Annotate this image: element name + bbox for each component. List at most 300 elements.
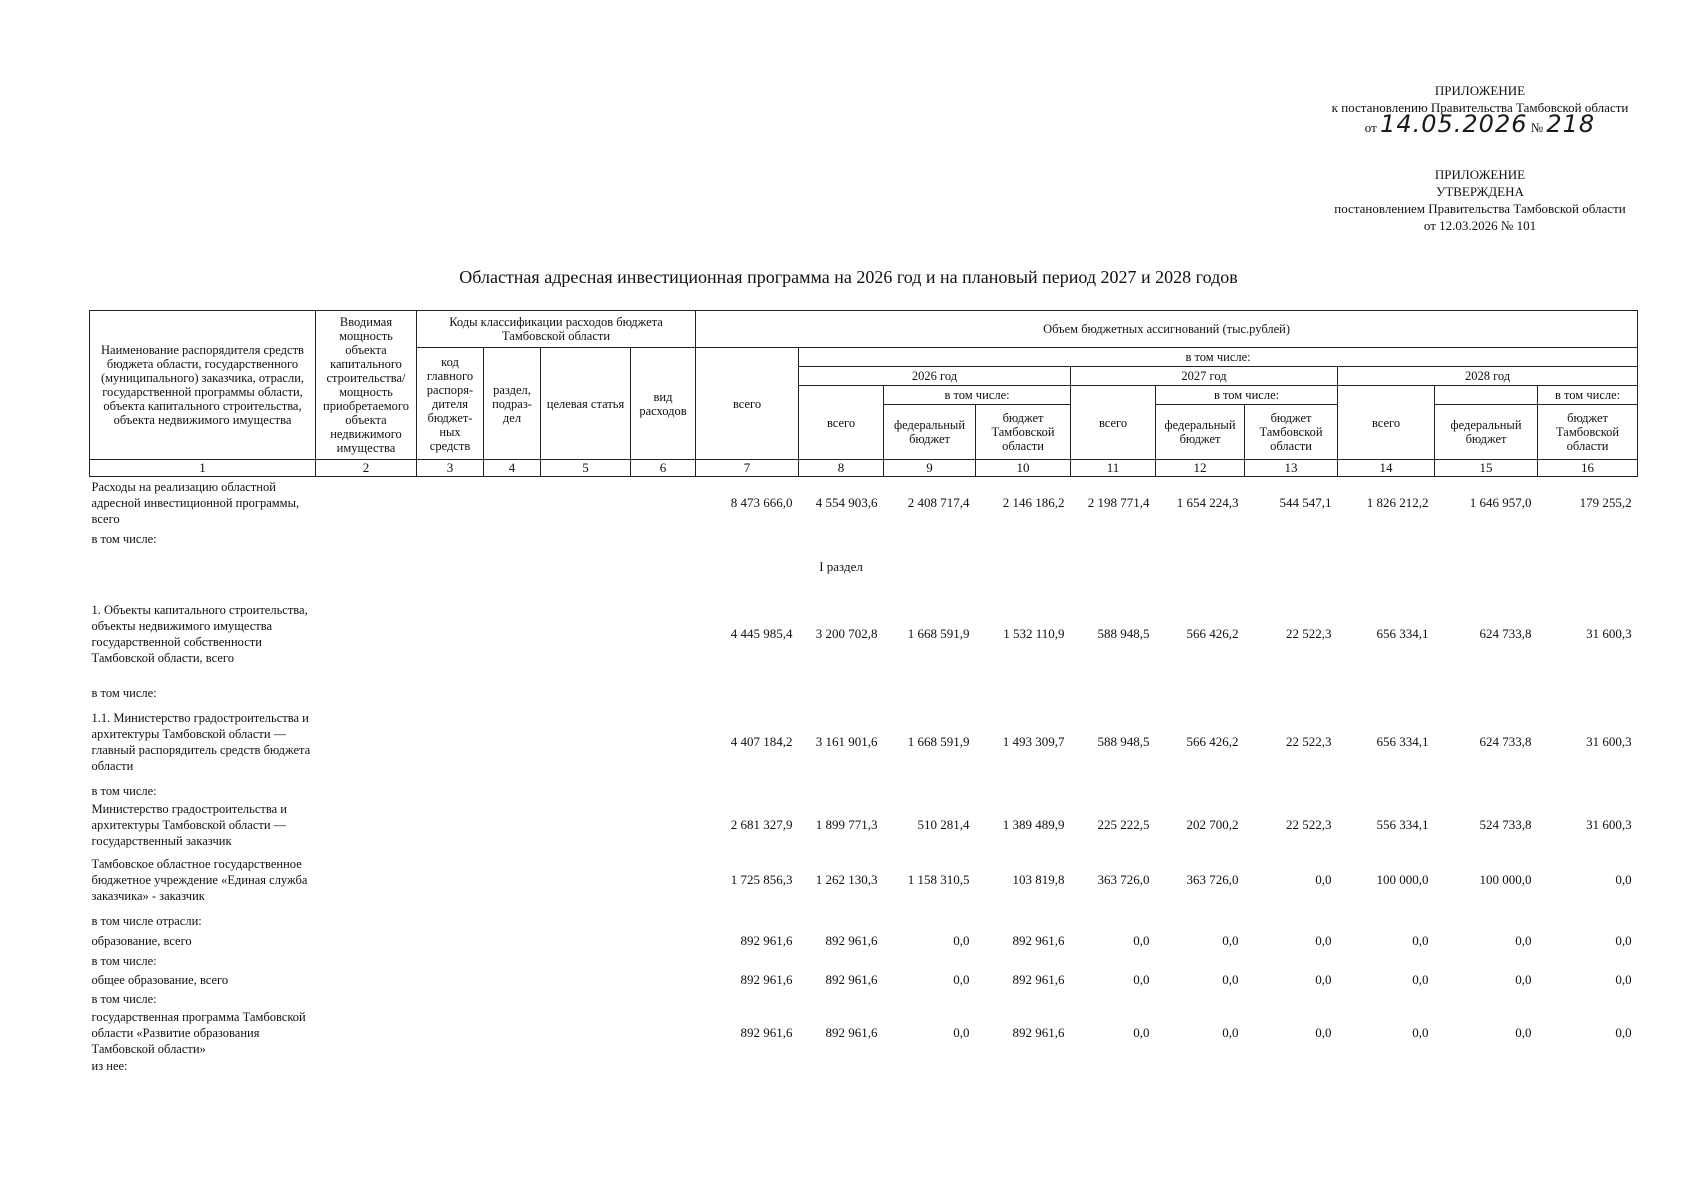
empty-code-cell (417, 477, 484, 529)
value-cell: 22 522,3 (1286, 816, 1332, 832)
value-cell (696, 911, 799, 931)
value-cell: 1 725 856,3 (730, 871, 793, 887)
value-cell (799, 1057, 884, 1075)
value-cell: 1 654 224,3 (1176, 494, 1239, 510)
row-name: в том числе: (91, 953, 157, 968)
empty-code-cell (417, 849, 484, 911)
row-name: государственная программа Тамбовской области «Развитие образования Тамбовской области» (91, 1009, 306, 1056)
empty-cell (541, 549, 631, 585)
empty-code-cell (541, 971, 631, 989)
value-cell (1071, 683, 1156, 703)
empty-code-cell (316, 931, 417, 951)
empty-code-cell (417, 1057, 484, 1075)
value-cell: 1 668 591,9 (907, 625, 970, 641)
value-cell: 1 389 489,9 (1002, 816, 1065, 832)
value-cell: 892 961,6 (1012, 971, 1065, 987)
table-row (90, 1009, 1638, 1057)
empty-code-cell (316, 585, 417, 683)
column-number-row (90, 460, 1638, 477)
empty-code-cell (541, 585, 631, 683)
row-name: образование, всего (91, 933, 192, 948)
value-cell: 0,0 (1615, 971, 1632, 987)
value-cell (1245, 781, 1338, 801)
empty-code-cell (484, 801, 541, 849)
empty-code-cell (484, 931, 541, 951)
column-number: 4 (484, 460, 541, 477)
value-cell: 892 961,6 (1012, 932, 1065, 948)
value-cell: 179 255,2 (1579, 494, 1632, 510)
appendix-title: ПРИЛОЖЕНИЕ (1434, 167, 1526, 182)
value-cell: 892 961,6 (825, 932, 878, 948)
value-cell: 556 334,1 (1376, 816, 1429, 832)
column-number: 9 (884, 460, 976, 477)
header-2028-total: всего (1338, 386, 1435, 460)
table-row (90, 931, 1638, 951)
value-cell: 225 222,5 (1097, 816, 1150, 832)
header-year-2028: 2028 год (1338, 367, 1638, 386)
value-cell (884, 1057, 976, 1075)
empty-code-cell (631, 931, 696, 951)
empty-code-cell (484, 951, 541, 971)
empty-code-cell (541, 1009, 631, 1057)
value-cell: 2 408 717,4 (907, 494, 970, 510)
table-row (90, 477, 1638, 529)
empty-code-cell (316, 1057, 417, 1075)
header-col-section: раздел, подраз-дел (484, 348, 541, 460)
value-cell: 588 948,5 (1097, 733, 1150, 749)
value-cell (1245, 951, 1338, 971)
header-col-total: всего (696, 348, 799, 460)
empty-code-cell (541, 703, 631, 781)
header-2026-regional: бюджет Тамбовской области (976, 405, 1071, 460)
value-cell: 22 522,3 (1286, 625, 1332, 641)
empty-code-cell (316, 781, 417, 801)
value-cell (1245, 529, 1338, 549)
empty-code-cell (631, 911, 696, 931)
value-cell (1156, 1057, 1245, 1075)
value-cell: 1 899 771,3 (815, 816, 878, 832)
empty-cell (316, 549, 417, 585)
value-cell: 31 600,3 (1586, 733, 1632, 749)
column-number: 5 (541, 460, 631, 477)
value-cell (1245, 1057, 1338, 1075)
empty-code-cell (417, 931, 484, 951)
value-cell (1538, 951, 1638, 971)
empty-code-cell (631, 703, 696, 781)
value-cell (1435, 951, 1538, 971)
empty-code-cell (631, 781, 696, 801)
value-cell (1435, 529, 1538, 549)
value-cell: 8 473 666,0 (730, 494, 793, 510)
value-cell (976, 683, 1071, 703)
empty-code-cell (484, 703, 541, 781)
value-cell (1071, 1057, 1156, 1075)
value-cell: 0,0 (953, 971, 970, 987)
empty-cell (1156, 549, 1245, 585)
value-cell (1156, 683, 1245, 703)
value-cell (799, 951, 884, 971)
table-row (90, 585, 1638, 683)
value-cell (1071, 781, 1156, 801)
handwritten-date: 14.05.2026 (1380, 110, 1528, 138)
value-cell (1071, 989, 1156, 1009)
empty-cell (1338, 549, 1435, 585)
column-number: 16 (1538, 460, 1638, 477)
value-cell (1338, 683, 1435, 703)
value-cell (1538, 989, 1638, 1009)
value-cell (884, 683, 976, 703)
empty-code-cell (631, 951, 696, 971)
value-cell (1071, 951, 1156, 971)
value-cell: 0,0 (1315, 871, 1332, 887)
header-year-2027: 2027 год (1071, 367, 1338, 386)
header-codes: Коды классификации расходов бюджета Тамбовской области (417, 311, 696, 348)
empty-code-cell (417, 1009, 484, 1057)
table-row (90, 849, 1638, 911)
row-name: Тамбовское областное государственное бюджетное учреждение «Единая служба заказчика» - заказчик (91, 856, 308, 903)
row-name: Расходы на реализацию областной адресной инвестиционной программы, всего (91, 479, 300, 526)
empty-code-cell (417, 951, 484, 971)
empty-cell (90, 549, 316, 585)
empty-cell (631, 549, 696, 585)
value-cell: 100 000,0 (1479, 871, 1532, 887)
value-cell (976, 781, 1071, 801)
value-cell (1538, 529, 1638, 549)
header-2026-federal: федеральный бюджет (884, 405, 976, 460)
value-cell: 2 198 771,4 (1087, 494, 1150, 510)
empty-code-cell (484, 529, 541, 549)
empty-code-cell (631, 1057, 696, 1075)
appendix-date-line (1250, 110, 1697, 138)
value-cell: 2 146 186,2 (1002, 494, 1065, 510)
value-cell (1245, 911, 1338, 931)
empty-code-cell (417, 683, 484, 703)
value-cell (1338, 781, 1435, 801)
header-2027-federal: федеральный бюджет (1156, 405, 1245, 460)
empty-code-cell (541, 477, 631, 529)
value-cell: 0,0 (1615, 871, 1632, 887)
value-cell (1071, 911, 1156, 931)
value-cell (696, 529, 799, 549)
row-name: общее образование, всего (91, 972, 229, 987)
value-cell: 1 646 957,0 (1469, 494, 1532, 510)
empty-code-cell (541, 951, 631, 971)
empty-code-cell (316, 989, 417, 1009)
value-cell (1435, 911, 1538, 931)
empty-code-cell (484, 781, 541, 801)
empty-code-cell (631, 971, 696, 989)
value-cell (1435, 989, 1538, 1009)
empty-code-cell (484, 849, 541, 911)
table-body (90, 477, 1638, 1075)
empty-code-cell (631, 683, 696, 703)
empty-cell (1538, 549, 1638, 585)
value-cell: 3 200 702,8 (815, 625, 878, 641)
header-col-name: Наименование распорядителя средств бюджета области, государственного (муниципального) заказчика, отрасли, государственной программы области, объекта капитального строительства, объекта недвижимого имущества (90, 311, 316, 460)
value-cell (696, 683, 799, 703)
value-cell: 0,0 (1515, 1024, 1532, 1040)
table-subheading-row (90, 911, 1638, 931)
value-cell: 4 445 985,4 (730, 625, 793, 641)
empty-code-cell (484, 683, 541, 703)
row-name: 1. Объекты капитального строительства, объекты недвижимого имущества государственной собственности Тамбовской области, всего (91, 602, 308, 665)
handwritten-number: 218 (1546, 110, 1596, 138)
empty-code-cell (541, 1057, 631, 1075)
value-cell: 1 532 110,9 (1003, 625, 1065, 641)
value-cell (696, 781, 799, 801)
value-cell (1338, 911, 1435, 931)
value-cell: 0,0 (1412, 932, 1429, 948)
header-col-capacity: Вводимая мощность объекта капитального строительства/ мощность приобретаемого объекта недвижимого имущества (316, 311, 417, 460)
column-number: 8 (799, 460, 884, 477)
row-name: 1.1. Министерство градостроительства и архитектуры Тамбовской области — главный распорядитель средств бюджета области (91, 710, 311, 773)
value-cell (1435, 683, 1538, 703)
empty-code-cell (417, 703, 484, 781)
empty-code-cell (541, 931, 631, 951)
value-cell (799, 911, 884, 931)
value-cell (976, 989, 1071, 1009)
empty-code-cell (541, 781, 631, 801)
row-name: в том числе: (91, 783, 157, 798)
section-row (90, 549, 1638, 585)
value-cell (799, 529, 884, 549)
value-cell: 0,0 (1412, 971, 1429, 987)
value-cell: 892 961,6 (825, 971, 878, 987)
value-cell (1156, 781, 1245, 801)
value-cell (976, 529, 1071, 549)
value-cell: 0,0 (1615, 1024, 1632, 1040)
empty-code-cell (541, 911, 631, 931)
value-cell: 1 826 212,2 (1366, 494, 1429, 510)
value-cell (799, 989, 884, 1009)
empty-code-cell (541, 989, 631, 1009)
value-cell (696, 989, 799, 1009)
column-number: 11 (1071, 460, 1156, 477)
value-cell (1538, 781, 1638, 801)
appendix-title: ПРИЛОЖЕНИЕ (1434, 83, 1526, 98)
approved-reference: постановлением Правительства Тамбовской области (1334, 201, 1626, 216)
value-cell (976, 951, 1071, 971)
empty-cell (696, 549, 799, 585)
header-2028-including: в том числе: (1538, 386, 1638, 405)
row-name: из нее: (91, 1058, 128, 1073)
value-cell: 0,0 (1515, 971, 1532, 987)
column-number: 13 (1245, 460, 1338, 477)
empty-code-cell (417, 781, 484, 801)
table-subheading-row (90, 989, 1638, 1009)
value-cell (1435, 1057, 1538, 1075)
empty-cell (484, 549, 541, 585)
value-cell: 524 733,8 (1479, 816, 1532, 832)
value-cell (1156, 529, 1245, 549)
value-cell: 0,0 (1133, 971, 1150, 987)
value-cell (1245, 683, 1338, 703)
empty-code-cell (316, 529, 417, 549)
value-cell (1245, 989, 1338, 1009)
value-cell (1435, 781, 1538, 801)
empty-cell (1245, 549, 1338, 585)
empty-code-cell (631, 1009, 696, 1057)
header-2028-blank (1435, 386, 1538, 405)
table-subheading-row (90, 951, 1638, 971)
column-number: 7 (696, 460, 799, 477)
value-cell: 31 600,3 (1586, 625, 1632, 641)
column-number: 2 (316, 460, 417, 477)
value-cell (799, 683, 884, 703)
empty-code-cell (484, 585, 541, 683)
header-volume: Объем бюджетных ассигнований (тыс.рублей) (696, 311, 1638, 348)
empty-code-cell (316, 801, 417, 849)
empty-code-cell (417, 801, 484, 849)
column-number: 1 (90, 460, 316, 477)
value-cell: 0,0 (953, 1024, 970, 1040)
empty-cell (1435, 549, 1538, 585)
value-cell: 363 726,0 (1097, 871, 1150, 887)
value-cell: 31 600,3 (1586, 816, 1632, 832)
value-cell (884, 781, 976, 801)
empty-code-cell (541, 849, 631, 911)
empty-code-cell (316, 951, 417, 971)
table-subheading-row (90, 683, 1638, 703)
header-including: в том числе: (799, 348, 1638, 367)
section-label: I раздел (819, 558, 863, 574)
empty-code-cell (484, 1057, 541, 1075)
investment-program-table (89, 310, 1638, 1075)
value-cell: 363 726,0 (1186, 871, 1239, 887)
header-col-target: целевая статья (541, 348, 631, 460)
value-cell: 1 668 591,9 (907, 733, 970, 749)
value-cell: 1 262 130,3 (815, 871, 878, 887)
row-name: в том числе: (91, 685, 157, 700)
value-cell (1156, 951, 1245, 971)
value-cell: 0,0 (1133, 1024, 1150, 1040)
from-label: от (1364, 120, 1377, 135)
row-name: в том числе: (91, 991, 157, 1006)
value-cell (1071, 529, 1156, 549)
value-cell: 624 733,8 (1479, 625, 1532, 641)
header-col-expense-type: вид расходов (631, 348, 696, 460)
table-subheading-row (90, 529, 1638, 549)
empty-code-cell (316, 1009, 417, 1057)
value-cell: 103 819,8 (1012, 871, 1065, 887)
row-name: в том числе: (91, 531, 157, 546)
value-cell: 0,0 (1222, 932, 1239, 948)
header-2027-including: в том числе: (1156, 386, 1338, 405)
value-cell: 892 961,6 (825, 1024, 878, 1040)
empty-code-cell (484, 989, 541, 1009)
column-number: 3 (417, 460, 484, 477)
header-2028-federal: федеральный бюджет (1435, 405, 1538, 460)
empty-code-cell (484, 1009, 541, 1057)
value-cell: 0,0 (1222, 971, 1239, 987)
value-cell (884, 911, 976, 931)
empty-cell (417, 549, 484, 585)
empty-code-cell (631, 529, 696, 549)
row-name: Министерство градостроительства и архитектуры Тамбовской области — государственный заказчик (91, 801, 287, 848)
empty-code-cell (417, 971, 484, 989)
empty-code-cell (417, 989, 484, 1009)
empty-code-cell (316, 971, 417, 989)
approved-date: от 12.03.2026 № 101 (1423, 218, 1537, 233)
value-cell: 0,0 (1315, 932, 1332, 948)
value-cell: 0,0 (953, 932, 970, 948)
value-cell (976, 1057, 1071, 1075)
value-cell (696, 951, 799, 971)
value-cell (1338, 1057, 1435, 1075)
table-subheading-row (90, 1057, 1638, 1075)
header-col-chief-manager: код главного распоря-дителя бюджет-ных средств (417, 348, 484, 460)
value-cell (1538, 911, 1638, 931)
value-cell (1538, 1057, 1638, 1075)
empty-code-cell (631, 801, 696, 849)
value-cell: 892 961,6 (740, 932, 793, 948)
header-2026-including: в том числе: (884, 386, 1071, 405)
value-cell: 892 961,6 (1012, 1024, 1065, 1040)
empty-cell (1071, 549, 1156, 585)
empty-code-cell (631, 989, 696, 1009)
empty-code-cell (631, 849, 696, 911)
empty-code-cell (316, 703, 417, 781)
table-subheading-row (90, 781, 1638, 801)
value-cell: 0,0 (1412, 1024, 1429, 1040)
empty-code-cell (541, 801, 631, 849)
value-cell (884, 529, 976, 549)
table-header (90, 311, 1638, 477)
value-cell: 0,0 (1315, 971, 1332, 987)
row-name: в том числе отрасли: (91, 913, 202, 928)
value-cell: 544 547,1 (1279, 494, 1332, 510)
value-cell: 0,0 (1133, 932, 1150, 948)
value-cell: 100 000,0 (1376, 871, 1429, 887)
value-cell: 4 407 184,2 (730, 733, 793, 749)
table-row (90, 801, 1638, 849)
empty-code-cell (484, 477, 541, 529)
value-cell: 656 334,1 (1376, 733, 1429, 749)
value-cell (1338, 989, 1435, 1009)
empty-code-cell (484, 971, 541, 989)
value-cell: 624 733,8 (1479, 733, 1532, 749)
value-cell: 202 700,2 (1186, 816, 1239, 832)
value-cell: 656 334,1 (1376, 625, 1429, 641)
appendix-reference: к постановлению Правительства Тамбовской области (1331, 100, 1629, 115)
appendix-header-approved (1250, 166, 1697, 234)
empty-code-cell (541, 683, 631, 703)
value-cell: 22 522,3 (1286, 733, 1332, 749)
value-cell (1338, 529, 1435, 549)
table-row (90, 971, 1638, 989)
value-cell: 2 681 327,9 (730, 816, 793, 832)
value-cell (696, 1057, 799, 1075)
value-cell: 0,0 (1222, 1024, 1239, 1040)
empty-code-cell (316, 477, 417, 529)
value-cell: 0,0 (1515, 932, 1532, 948)
empty-code-cell (417, 911, 484, 931)
value-cell: 1 158 310,5 (907, 871, 970, 887)
value-cell: 510 281,4 (917, 816, 970, 832)
value-cell (1538, 683, 1638, 703)
table-row (90, 703, 1638, 781)
value-cell: 566 426,2 (1186, 733, 1239, 749)
value-cell: 566 426,2 (1186, 625, 1239, 641)
value-cell (1338, 951, 1435, 971)
value-cell (1156, 989, 1245, 1009)
empty-cell (976, 549, 1071, 585)
value-cell: 3 161 901,6 (815, 733, 878, 749)
value-cell (884, 989, 976, 1009)
value-cell: 4 554 903,6 (815, 494, 878, 510)
column-number: 14 (1338, 460, 1435, 477)
header-2028-regional: бюджет Тамбовской области (1538, 405, 1638, 460)
